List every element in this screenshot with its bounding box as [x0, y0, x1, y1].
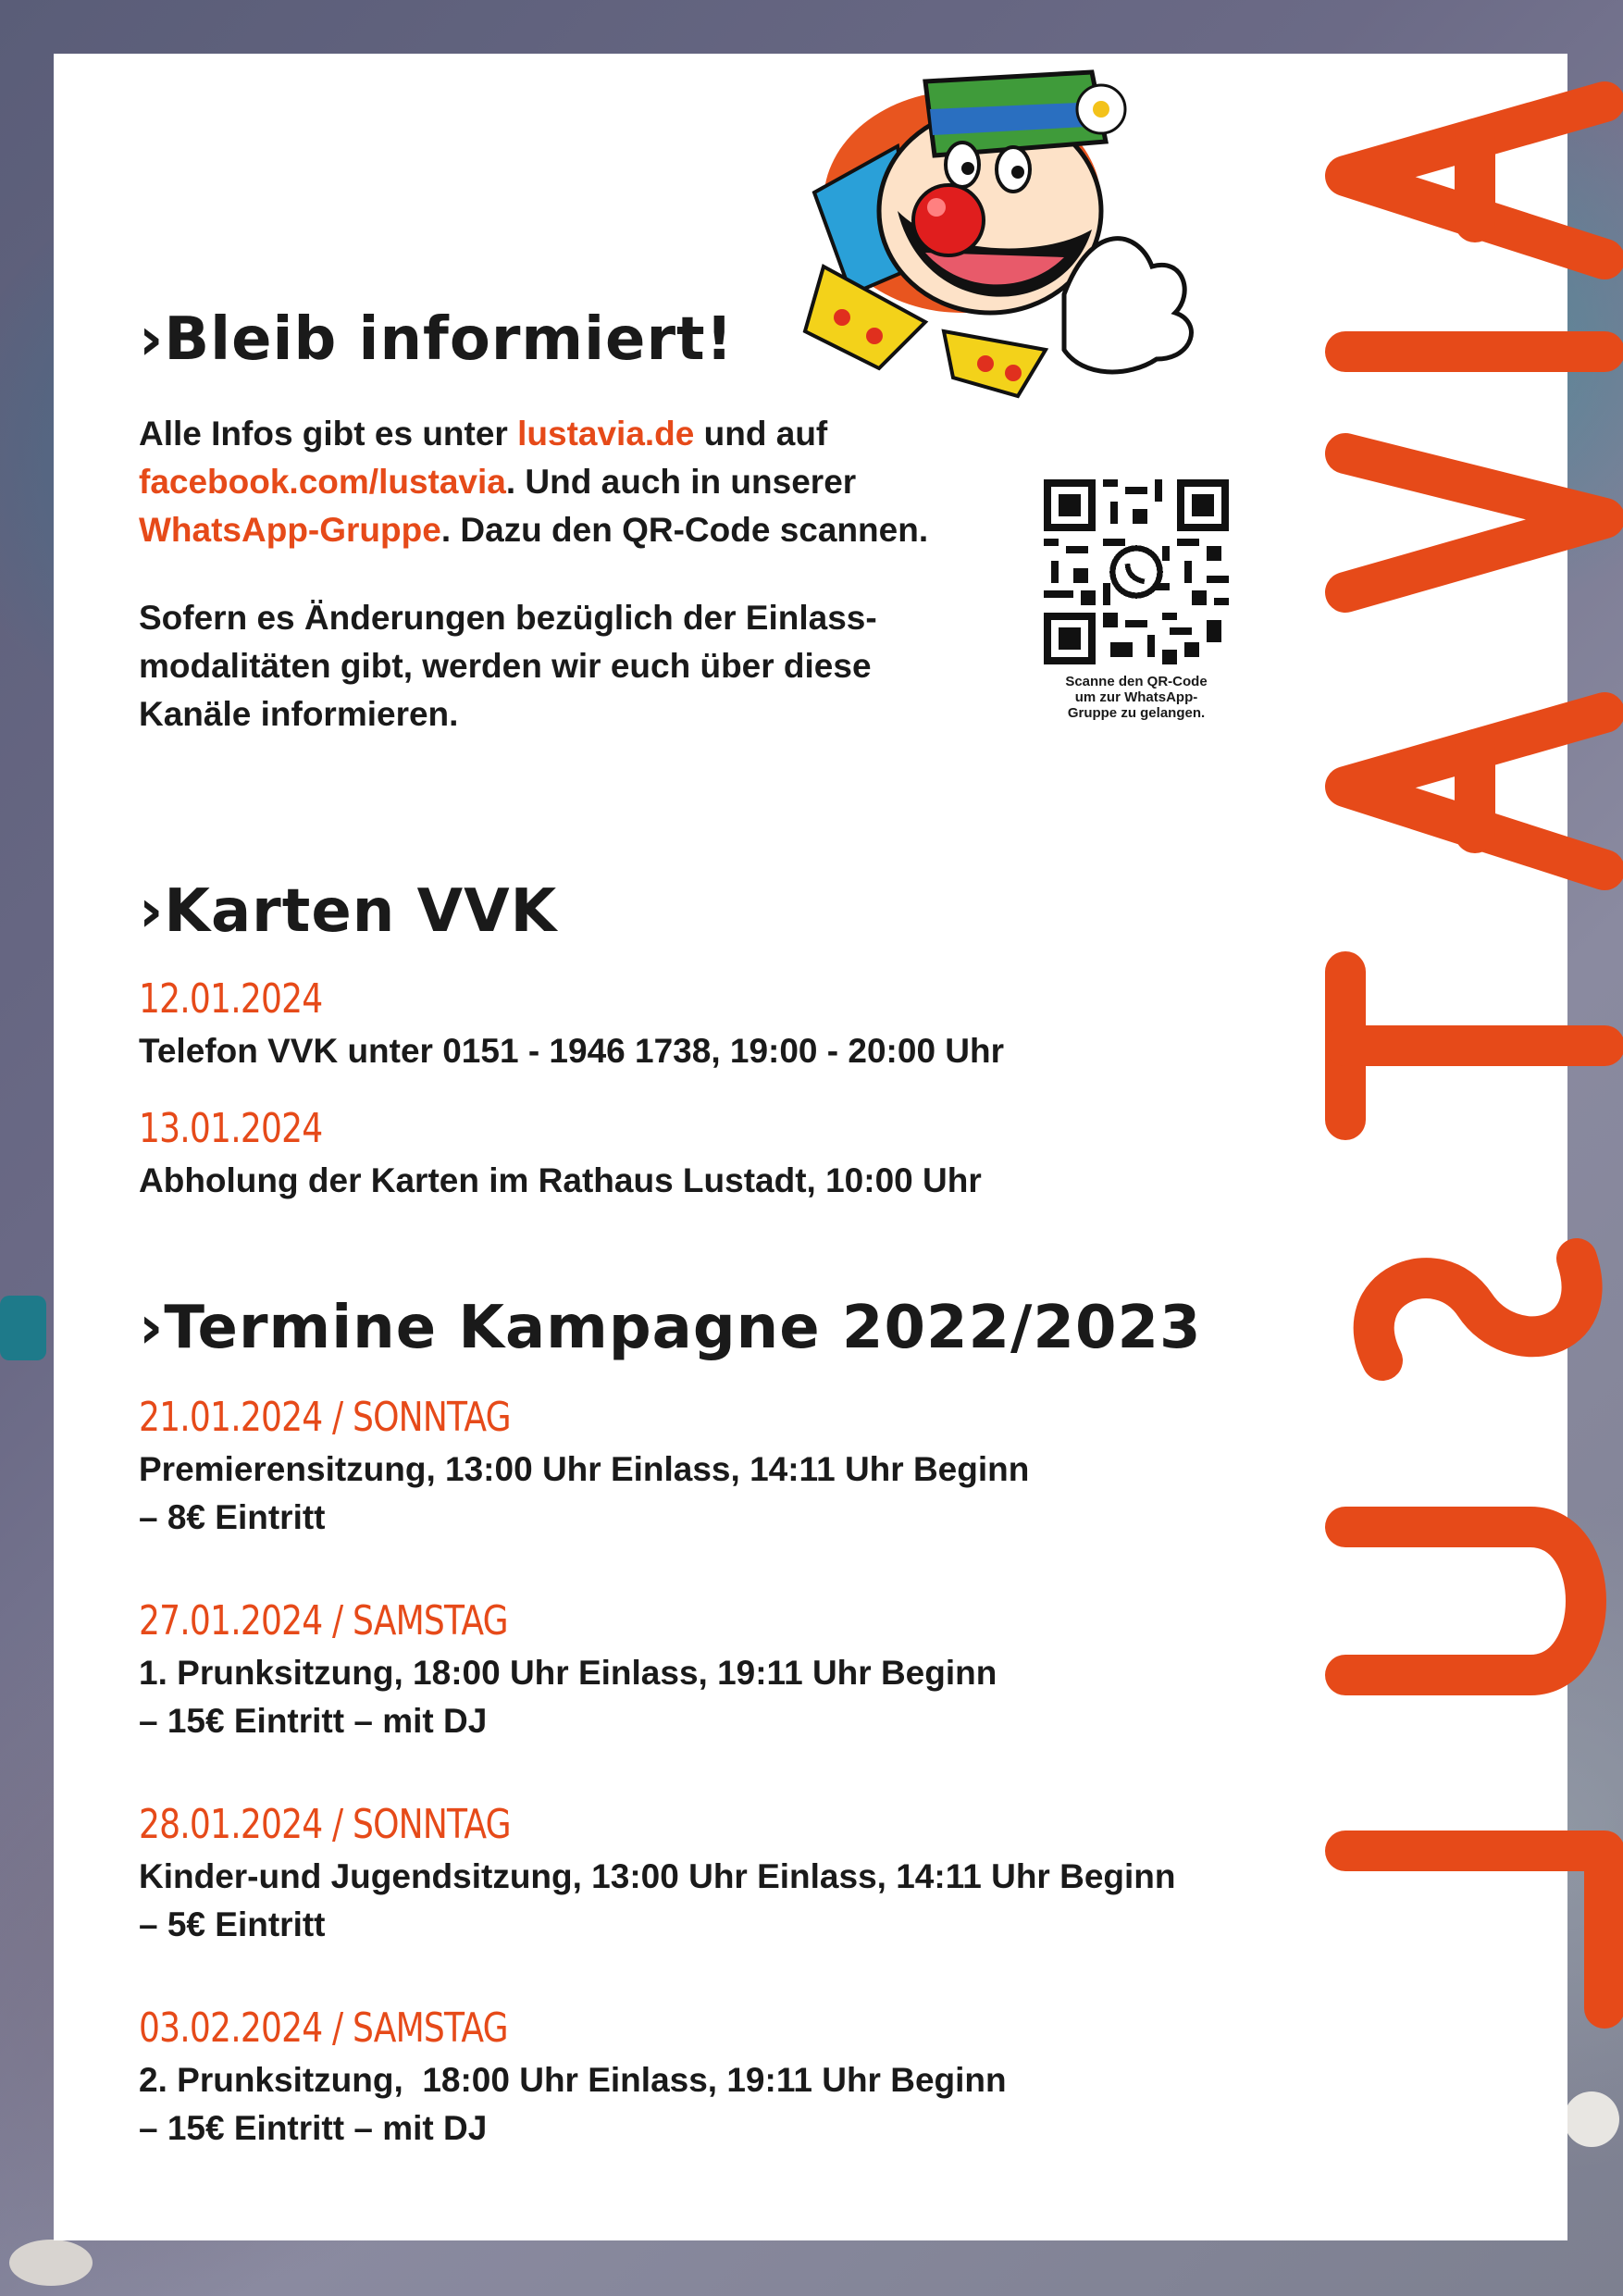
- changes-line: Sofern es Änderungen bezüglich der Einlass-: [139, 599, 877, 637]
- termin-line: – 15€ Eintritt – mit DJ: [139, 1702, 488, 1740]
- website-link[interactable]: lustavia.de: [517, 415, 695, 453]
- lustavia-wordmark: [1308, 46, 1623, 2258]
- qr-caption-line: um zur WhatsApp-: [1074, 689, 1198, 705]
- changes-paragraph: [139, 594, 877, 738]
- termin-date: 27.01.2024 / SAMSTAG: [139, 1597, 508, 1644]
- informed-text-4: . Dazu den QR-Code scannen.: [440, 511, 929, 549]
- vvk-heading: ›Karten VVK: [139, 877, 558, 946]
- informed-text-1: Alle Infos gibt es unter: [139, 415, 518, 453]
- termin-date: 21.01.2024 / SONNTAG: [139, 1394, 511, 1441]
- vvk-text: Abholung der Karten im Rathaus Lustadt, 10:00 Uhr: [139, 1161, 982, 1199]
- facebook-link[interactable]: facebook.com/lustavia: [139, 463, 506, 501]
- whatsapp-link[interactable]: WhatsApp-Gruppe: [139, 511, 441, 549]
- vvk-date: 12.01.2024: [139, 975, 323, 1023]
- changes-line: modalitäten gibt, werden wir euch über diese: [139, 647, 872, 685]
- confetti-dot: [0, 1296, 46, 1360]
- termin-line: Kinder-und Jugendsitzung, 13:00 Uhr Einlass, 14:11 Uhr Beginn: [139, 1857, 1176, 1895]
- termin-line: – 15€ Eintritt – mit DJ: [139, 2109, 488, 2147]
- informed-heading: ›Bleib informiert!: [139, 305, 734, 374]
- termin-line: Premierensitzung, 13:00 Uhr Einlass, 14:11 Uhr Beginn: [139, 1450, 1030, 1488]
- termine-heading: ›Termine Kampagne 2022/2023: [139, 1294, 1202, 1362]
- termin-line: 2. Prunksitzung, 18:00 Uhr Einlass, 19:11 Uhr Beginn: [139, 2061, 1007, 2099]
- qr-caption-line: Scanne den QR-Code: [1065, 674, 1208, 689]
- termin-line: 1. Prunksitzung, 18:00 Uhr Einlass, 19:11 Uhr Beginn: [139, 1654, 997, 1692]
- informed-paragraph: [139, 410, 928, 554]
- confetti-dot: [9, 2240, 93, 2286]
- informed-text-3: . Und auch in unserer: [505, 463, 857, 501]
- vvk-date: 13.01.2024: [139, 1105, 323, 1152]
- termin-line: – 5€ Eintritt: [139, 1905, 326, 1943]
- qr-caption-line: Gruppe zu gelangen.: [1067, 705, 1206, 721]
- whatsapp-qr-code[interactable]: [1044, 479, 1229, 664]
- informed-text-2: und auf: [694, 415, 828, 453]
- qr-caption: [1035, 674, 1238, 721]
- lustavia-letters: [1308, 46, 1623, 2258]
- termin-date: 03.02.2024 / SAMSTAG: [139, 2004, 508, 2052]
- termin-date: 28.01.2024 / SONNTAG: [139, 1801, 511, 1848]
- vvk-text: Telefon VVK unter 0151 - 1946 1738, 19:00 - 20:00 Uhr: [139, 1032, 1005, 1070]
- changes-line: Kanäle informieren.: [139, 695, 459, 733]
- clown-illustration: [787, 54, 1249, 405]
- termin-line: – 8€ Eintritt: [139, 1498, 326, 1536]
